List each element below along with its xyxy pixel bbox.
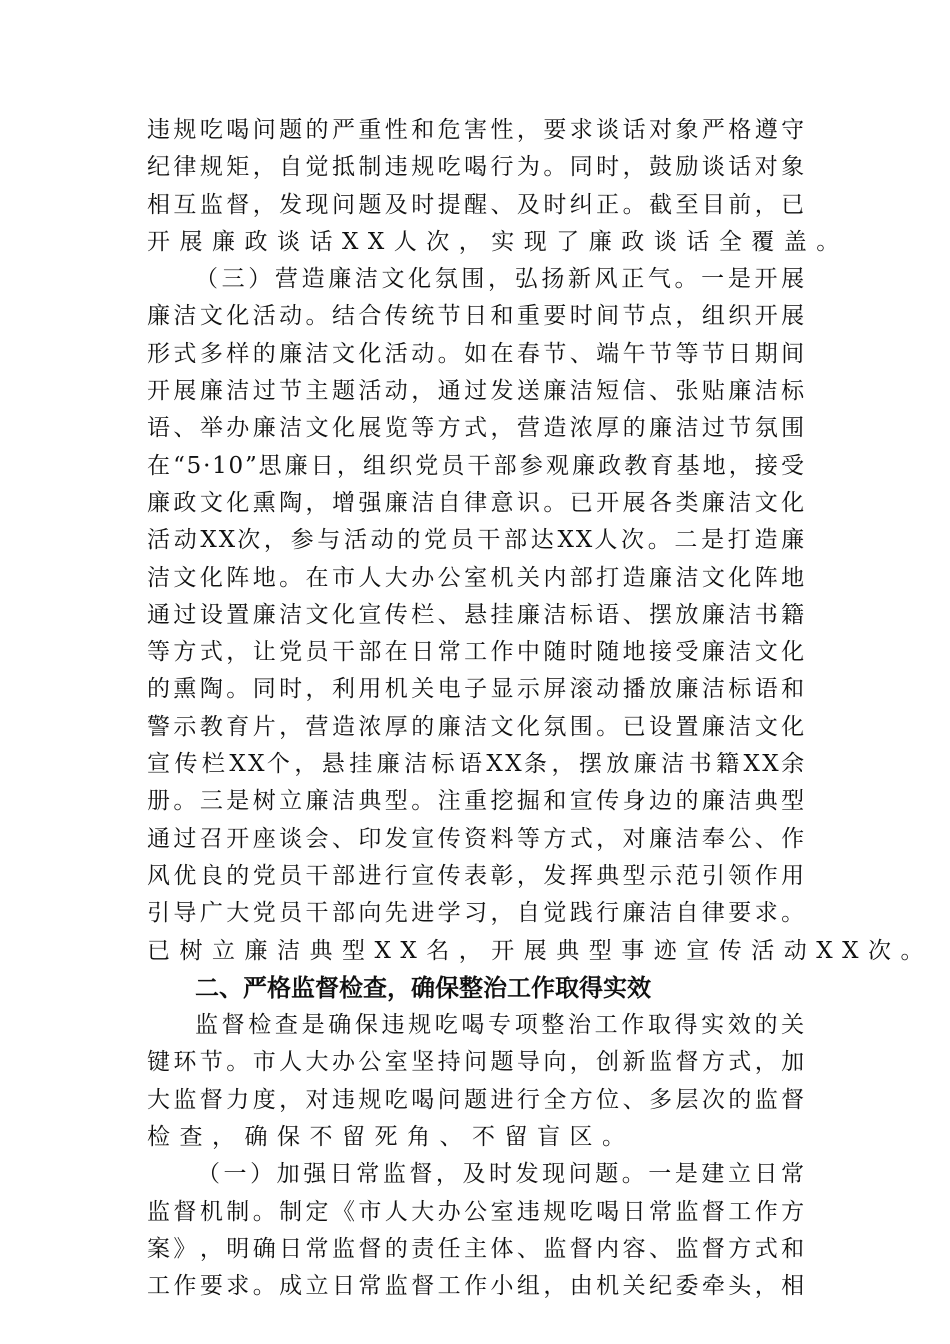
body-line: 册 。 三 是 树 立 廉 洁 典 型 。 注 重 挖 掘 和 宣 传 身 边 的 廉 洁 典 型	[147, 788, 805, 815]
body-line: 等 方 式 ， 让 党 员 干 部 在 日 常 工 作 中 随 时 随 地 接 受 廉 洁 文 化	[147, 639, 805, 666]
body-line: 警 示 教 育 片 ， 营 造 浓 厚 的 廉 洁 文 化 氛 围 。 已 设 置 廉 洁 文 化	[147, 713, 805, 740]
body-line: 的 熏 陶 。 同 时 ， 利 用 机 关 电 子 显 示 屏 滚 动 播 放 廉 洁 标 语 和	[147, 676, 805, 703]
body-line: 在 “ 5 · 1 0 ” 思 廉 日 ， 组 织 党 员 干 部 参 观 廉 政 教 育 基 地 ， 接 受	[147, 452, 804, 479]
body-line: 洁 文 化 阵 地 。 在 市 人 大 办 公 室 机 关 内 部 打 造 廉 洁 文 化 阵 地	[147, 564, 805, 591]
body-line: 引 导 广 大 党 员 干 部 向 先 进 学 习 ， 自 觉 践 行 廉 洁 自 律 要 求 。	[147, 900, 805, 927]
document-page	[147, 112, 933, 1306]
body-line: 廉 洁 文 化 活 动 。 结 合 传 统 节 日 和 重 要 时 间 节 点 ， 组 织 开 展	[147, 303, 805, 330]
body-line: 纪 律 规 矩 ， 自 觉 抵 制 违 规 吃 喝 行 为 。 同 时 ， 鼓 励 谈 话 对 象	[147, 154, 805, 181]
body-line: 违 规 吃 喝 问 题 的 严 重 性 和 危 害 性 ， 要 求 谈 话 对 象 严 格 遵 守	[147, 117, 805, 143]
body-line: 检查，确保不留死角、不留盲区。	[147, 1124, 635, 1151]
body-line: 通 过 召 开 座 谈 会 、 印 发 宣 传 资 料 等 方 式 ， 对 廉 洁 奉 公 、 作	[147, 825, 805, 852]
body-line: 活 动 X X 次 ， 参 与 活 动 的 党 员 干 部 达 X X 人 次 。 二 是 打 造 廉	[147, 527, 805, 554]
body-line: 案 》 ， 明 确 日 常 监 督 的 责 任 主 体 、 监 督 内 容 、 监 督 方 式 和	[147, 1235, 805, 1262]
body-line: 廉 政 文 化 熏 陶 ， 增 强 廉 洁 自 律 意 识 。 已 开 展 各 类 廉 洁 文 化	[147, 489, 805, 516]
subsection-line: （ 一 ） 加 强 日 常 监 督 ， 及 时 发 现 问 题 。 一 是 建 立 日 常	[197, 1161, 805, 1188]
subsection-line: （ 三 ） 营 造 廉 洁 文 化 氛 围 ， 弘 扬 新 风 正 气 。 一 是 开 展	[195, 266, 805, 293]
body-line: 开 展 廉 洁 过 节 主 题 活 动 ， 通 过 发 送 廉 洁 短 信 、 张 贴 廉 洁 标	[147, 378, 805, 405]
body-line: 形 式 多 样 的 廉 洁 文 化 活 动 。 如 在 春 节 、 端 午 节 等 节 日 期 间	[147, 340, 805, 367]
body-line: 监 督 检 查 是 确 保 违 规 吃 喝 专 项 整 治 工 作 取 得 实 效 的 关	[195, 1012, 805, 1039]
body-line: 宣 传 栏 X X 个 ， 悬 挂 廉 洁 标 语 X X 条 ， 摆 放 廉 洁 书 籍 X X 余	[147, 751, 805, 778]
body-line: 相 互 监 督 ， 发 现 问 题 及 时 提 醒 、 及 时 纠 正 。 截 至 目 前 ， 已	[147, 191, 805, 218]
section-heading: 二、严格监督检查，确保整治工作取得实效	[195, 973, 651, 1002]
body-line: 大 监 督 力 度 ， 对 违 规 吃 喝 问 题 进 行 全 方 位 、 多 层 次 的 监 督	[147, 1086, 805, 1113]
body-line: 已树立廉洁典型XX名，开展典型事迹宣传活动XX次。	[147, 937, 933, 964]
body-line: 开展廉政谈话XX人次，实现了廉政谈话全覆盖。	[147, 228, 849, 255]
body-line: 通 过 设 置 廉 洁 文 化 宣 传 栏 、 悬 挂 廉 洁 标 语 、 摆 放 廉 洁 书 籍	[147, 601, 805, 628]
body-line: 风 优 良 的 党 员 干 部 进 行 宣 传 表 彰 ， 发 挥 典 型 示 范 引 领 作 用	[147, 862, 805, 889]
body-line: 键 环 节 。 市 人 大 办 公 室 坚 持 问 题 导 向 ， 创 新 监 督 方 式 ， 加	[147, 1049, 805, 1076]
body-line: 工 作 要 求 。 成 立 日 常 监 督 工 作 小 组 ， 由 机 关 纪 委 牵 头 ， 相	[147, 1273, 805, 1300]
body-line: 语 、 举 办 廉 洁 文 化 展 览 等 方 式 ， 营 造 浓 厚 的 廉 洁 过 节 氛 围	[147, 415, 805, 442]
body-line: 监 督 机 制 。 制 定 《 市 人 大 办 公 室 违 规 吃 喝 日 常 监 督 工 作 方	[147, 1198, 805, 1225]
